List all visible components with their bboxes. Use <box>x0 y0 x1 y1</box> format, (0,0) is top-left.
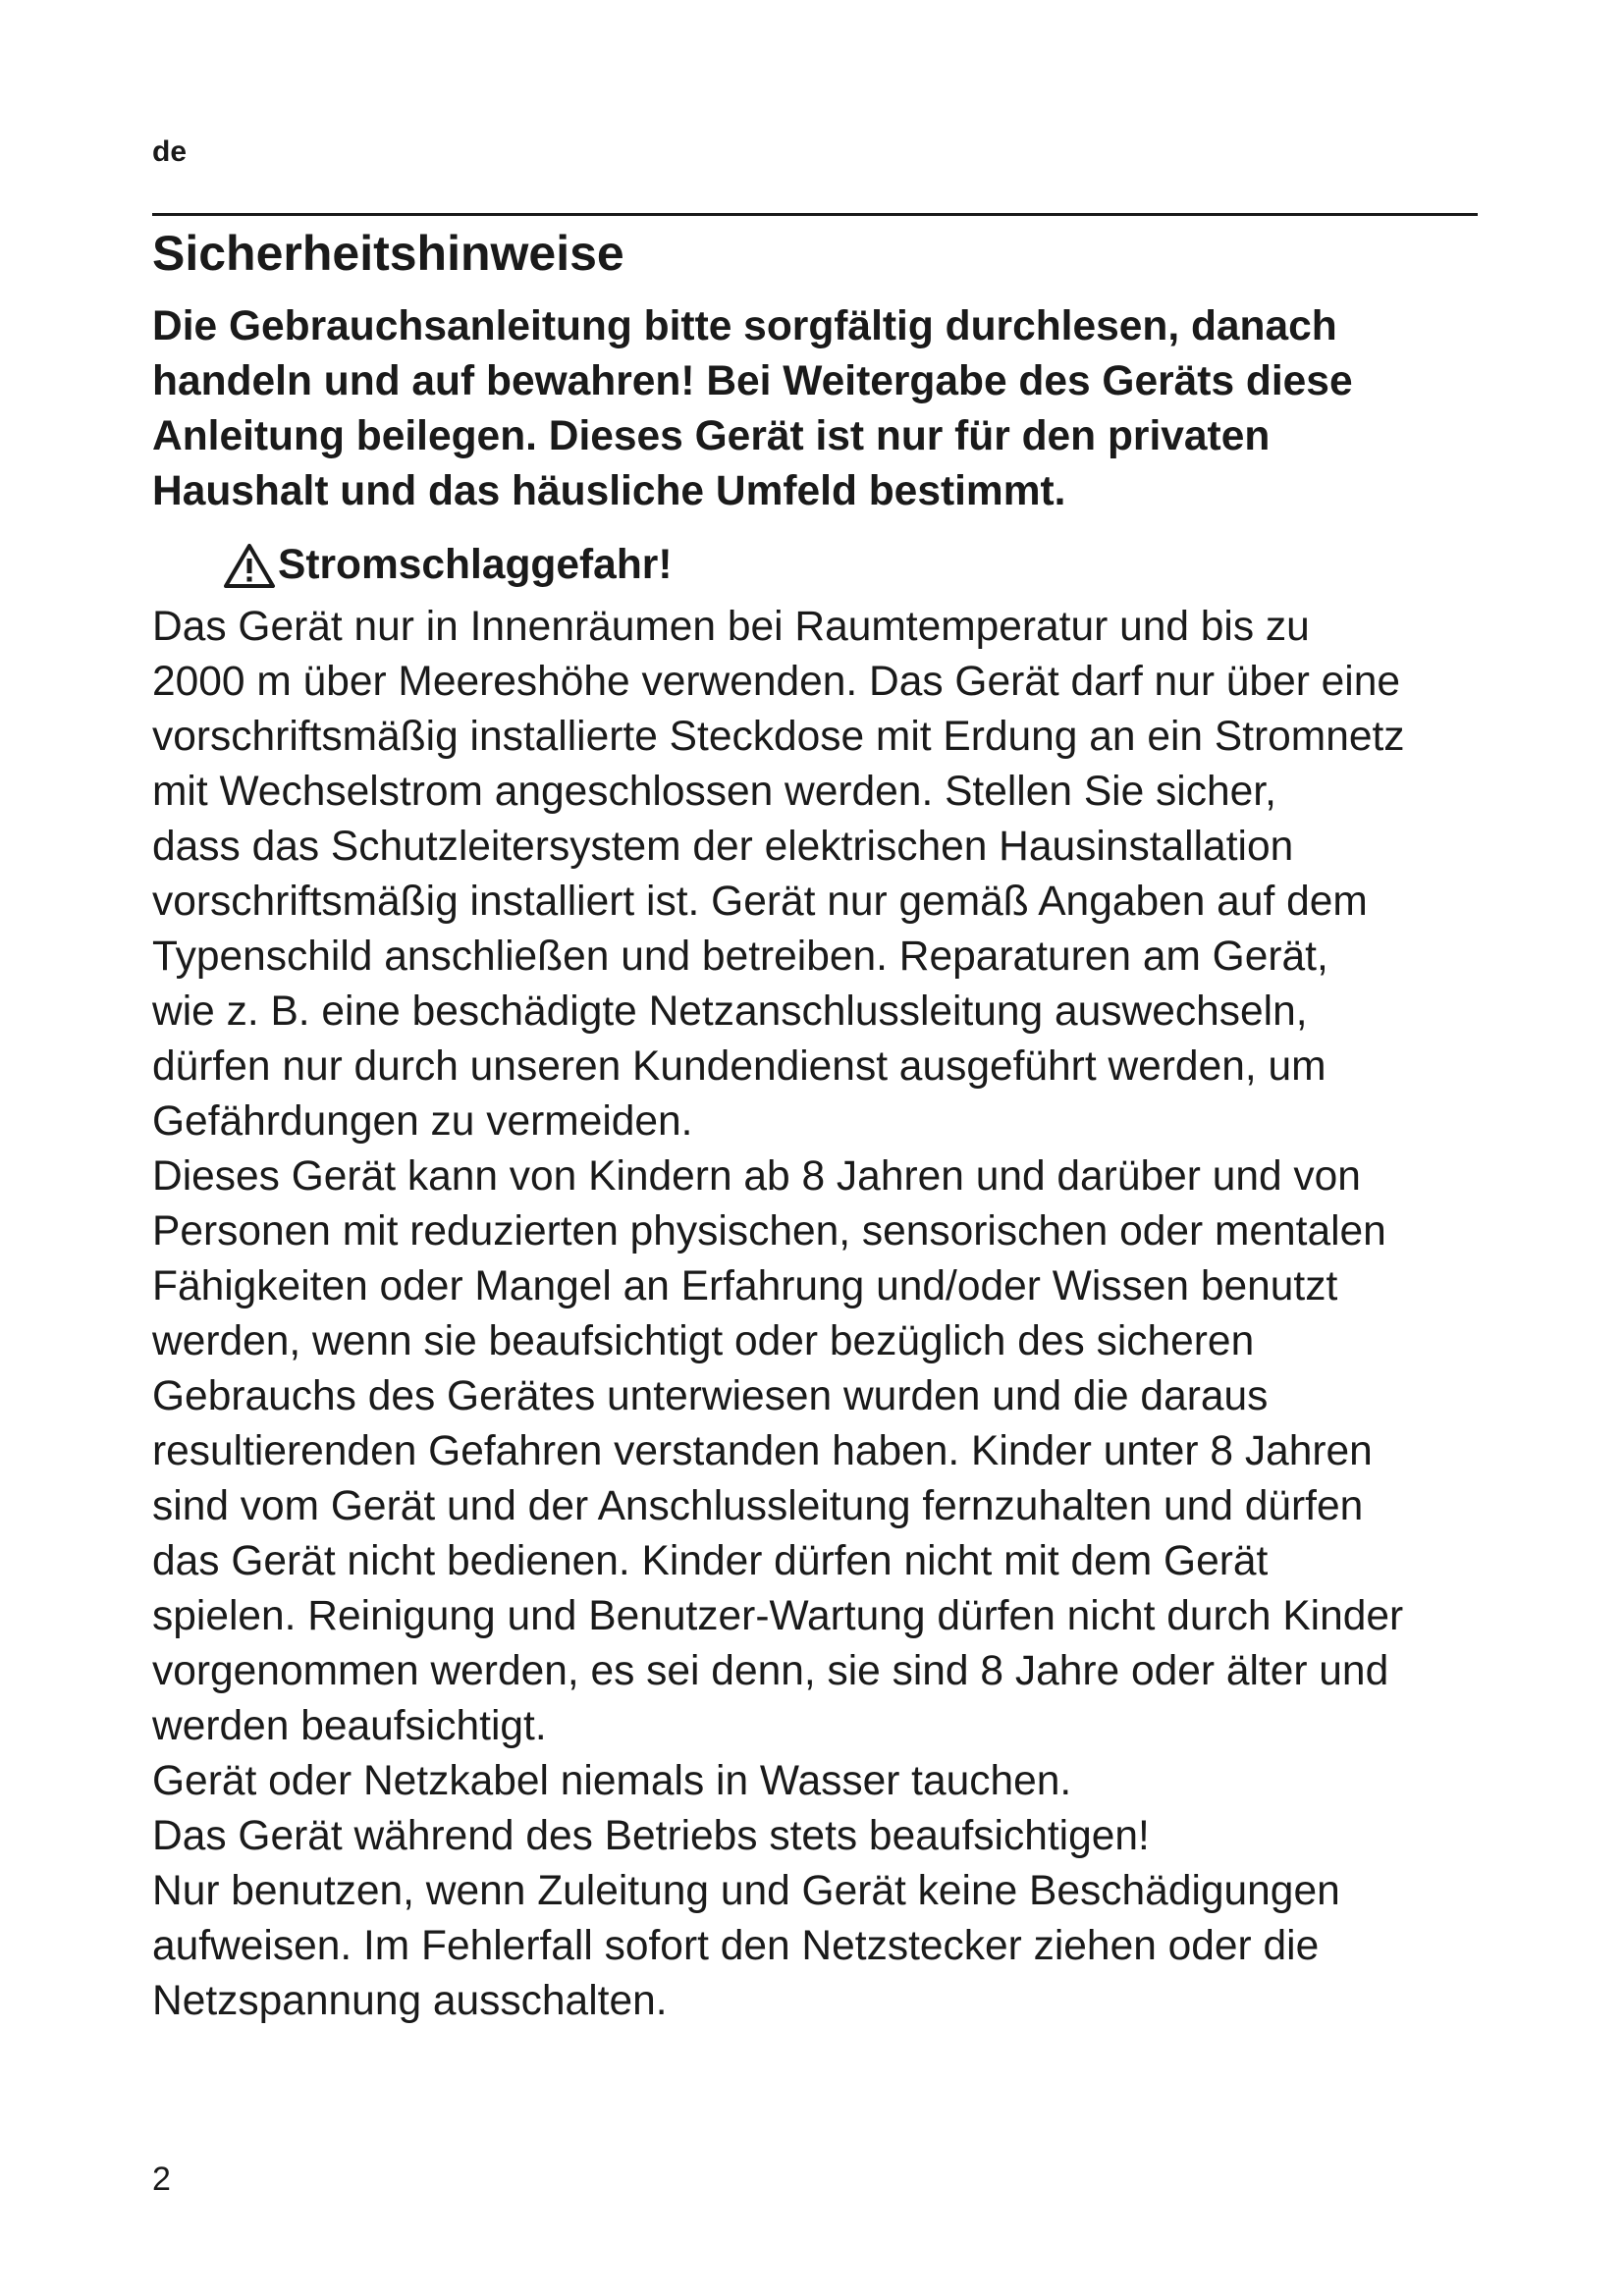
body-line: Dieses Gerät kann von Kindern ab 8 Jahren und darüber und von <box>152 1153 1361 1200</box>
safety-body-text <box>152 600 1497 2029</box>
body-line: sind vom Gerät und der Anschlussleitung fernzuhalten und dürfen <box>152 1483 1364 1529</box>
body-line: Das Gerät nur in Innenräumen bei Raumtemperatur und bis zu <box>152 604 1310 650</box>
intro-line: Haushalt und das häusliche Umfeld bestimmt. <box>152 468 1066 514</box>
body-line: vorschriftsmäßig installiert ist. Gerät nur gemäß Angaben auf dem <box>152 879 1368 925</box>
intro-line: Die Gebrauchsanleitung bitte sorgfältig durchlesen, danach <box>152 303 1337 349</box>
intro-paragraph <box>152 299 1488 519</box>
body-line: Gebrauchs des Gerätes unterwiesen wurden und die daraus <box>152 1373 1269 1419</box>
body-line: vorschriftsmäßig installierte Steckdose mit Erdung an ein Stromnetz <box>152 714 1405 760</box>
body-line: Typenschild anschließen und betreiben. Reparaturen am Gerät, <box>152 934 1328 980</box>
body-line: dass das Schutzleitersystem der elektrischen Hausinstallation <box>152 824 1294 870</box>
intro-line: handeln und auf bewahren! Bei Weitergabe des Geräts diese <box>152 358 1353 404</box>
body-line: resultierenden Gefahren verstanden haben. Kinder unter 8 Jahren <box>152 1428 1373 1474</box>
body-line: Netzspannung ausschalten. <box>152 1978 668 2024</box>
body-line: das Gerät nicht bedienen. Kinder dürfen nicht mit dem Gerät <box>152 1538 1269 1584</box>
warning-heading <box>223 538 672 593</box>
body-line: Gerät oder Netzkabel niemals in Wasser tauchen. <box>152 1758 1072 1804</box>
section-title: Sicherheitshinweise <box>152 226 624 281</box>
body-line: werden, wenn sie beaufsichtigt oder bezüglich des sicheren <box>152 1318 1255 1364</box>
body-line: werden beaufsichtigt. <box>152 1703 547 1749</box>
body-line: Personen mit reduzierten physischen, sensorischen oder mentalen <box>152 1208 1386 1255</box>
intro-line: Anleitung beilegen. Dieses Gerät ist nur für den privaten <box>152 413 1271 459</box>
body-line: Fähigkeiten oder Mangel an Erfahrung und/oder Wissen benutzt <box>152 1263 1338 1309</box>
body-line: aufweisen. Im Fehlerfall sofort den Netzstecker ziehen oder die <box>152 1923 1320 1969</box>
body-line: Nur benutzen, wenn Zuleitung und Gerät keine Beschädigungen <box>152 1868 1340 1914</box>
warning-triangle-icon <box>223 542 276 589</box>
body-line: mit Wechselstrom angeschlossen werden. Stellen Sie sicher, <box>152 769 1276 815</box>
body-line: wie z. B. eine beschädigte Netzanschlussleitung auswechseln, <box>152 988 1308 1035</box>
header-divider <box>152 213 1478 216</box>
body-line: 2000 m über Meereshöhe verwenden. Das Gerät darf nur über eine <box>152 659 1401 705</box>
body-line: dürfen nur durch unseren Kundendienst ausgeführt werden, um <box>152 1043 1326 1090</box>
body-line: spielen. Reinigung und Benutzer-Wartung dürfen nicht durch Kinder <box>152 1593 1404 1639</box>
body-line: Gefährdungen zu vermeiden. <box>152 1098 693 1145</box>
body-line: vorgenommen werden, es sei denn, sie sind 8 Jahre oder älter und <box>152 1648 1389 1694</box>
body-line: Das Gerät während des Betriebs stets beaufsichtigen! <box>152 1813 1150 1859</box>
warning-heading-text: Stromschlaggefahr! <box>278 542 673 588</box>
page-number: 2 <box>152 2161 171 2198</box>
language-code: de <box>152 135 188 168</box>
